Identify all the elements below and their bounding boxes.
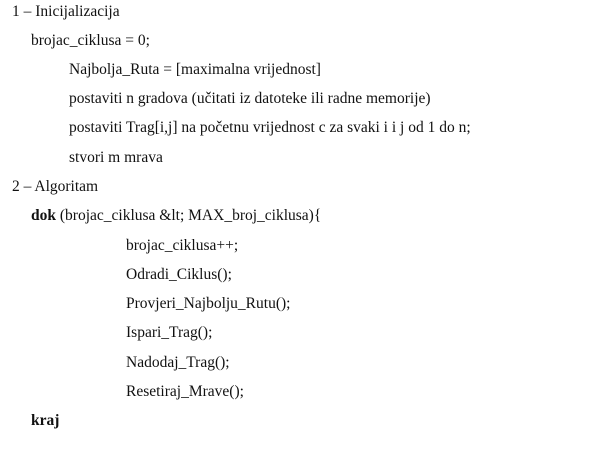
loop-body-reset-ants: Resetiraj_Mrave(); (126, 383, 244, 400)
init-step-cities: postaviti n gradova (učitati iz datoteke ili radne memorije) (69, 90, 431, 107)
loop-body-check-best-route: Provjeri_Najbolju_Rutu(); (126, 295, 291, 312)
end-keyword: kraj (31, 412, 60, 429)
section-1-heading: 1 – Inicijalizacija (12, 3, 120, 20)
section-2-heading: 2 – Algoritam (12, 178, 99, 195)
while-keyword: dok (31, 207, 56, 224)
loop-body-add-trail: Nadodaj_Trag(); (126, 354, 230, 371)
while-condition: (brojac_ciklusa &lt; MAX_broj_ciklusa){ (56, 207, 322, 224)
loop-body-increment: brojac_ciklusa++; (126, 237, 239, 254)
init-counter-statement: brojac_ciklusa = 0; (31, 32, 150, 49)
while-loop-header (31, 206, 321, 226)
loop-body-do-cycle: Odradi_Ciklus(); (126, 266, 232, 283)
init-step-trail: postaviti Trag[i,j] na početnu vrijednost c za svaki i i j od 1 do n; (69, 119, 471, 136)
loop-body-evaporate-trail: Ispari_Trag(); (126, 324, 213, 341)
init-step-best-route: Najbolja_Ruta = [maximalna vrijednost] (69, 61, 321, 78)
init-step-ants: stvori m mrava (69, 149, 163, 166)
